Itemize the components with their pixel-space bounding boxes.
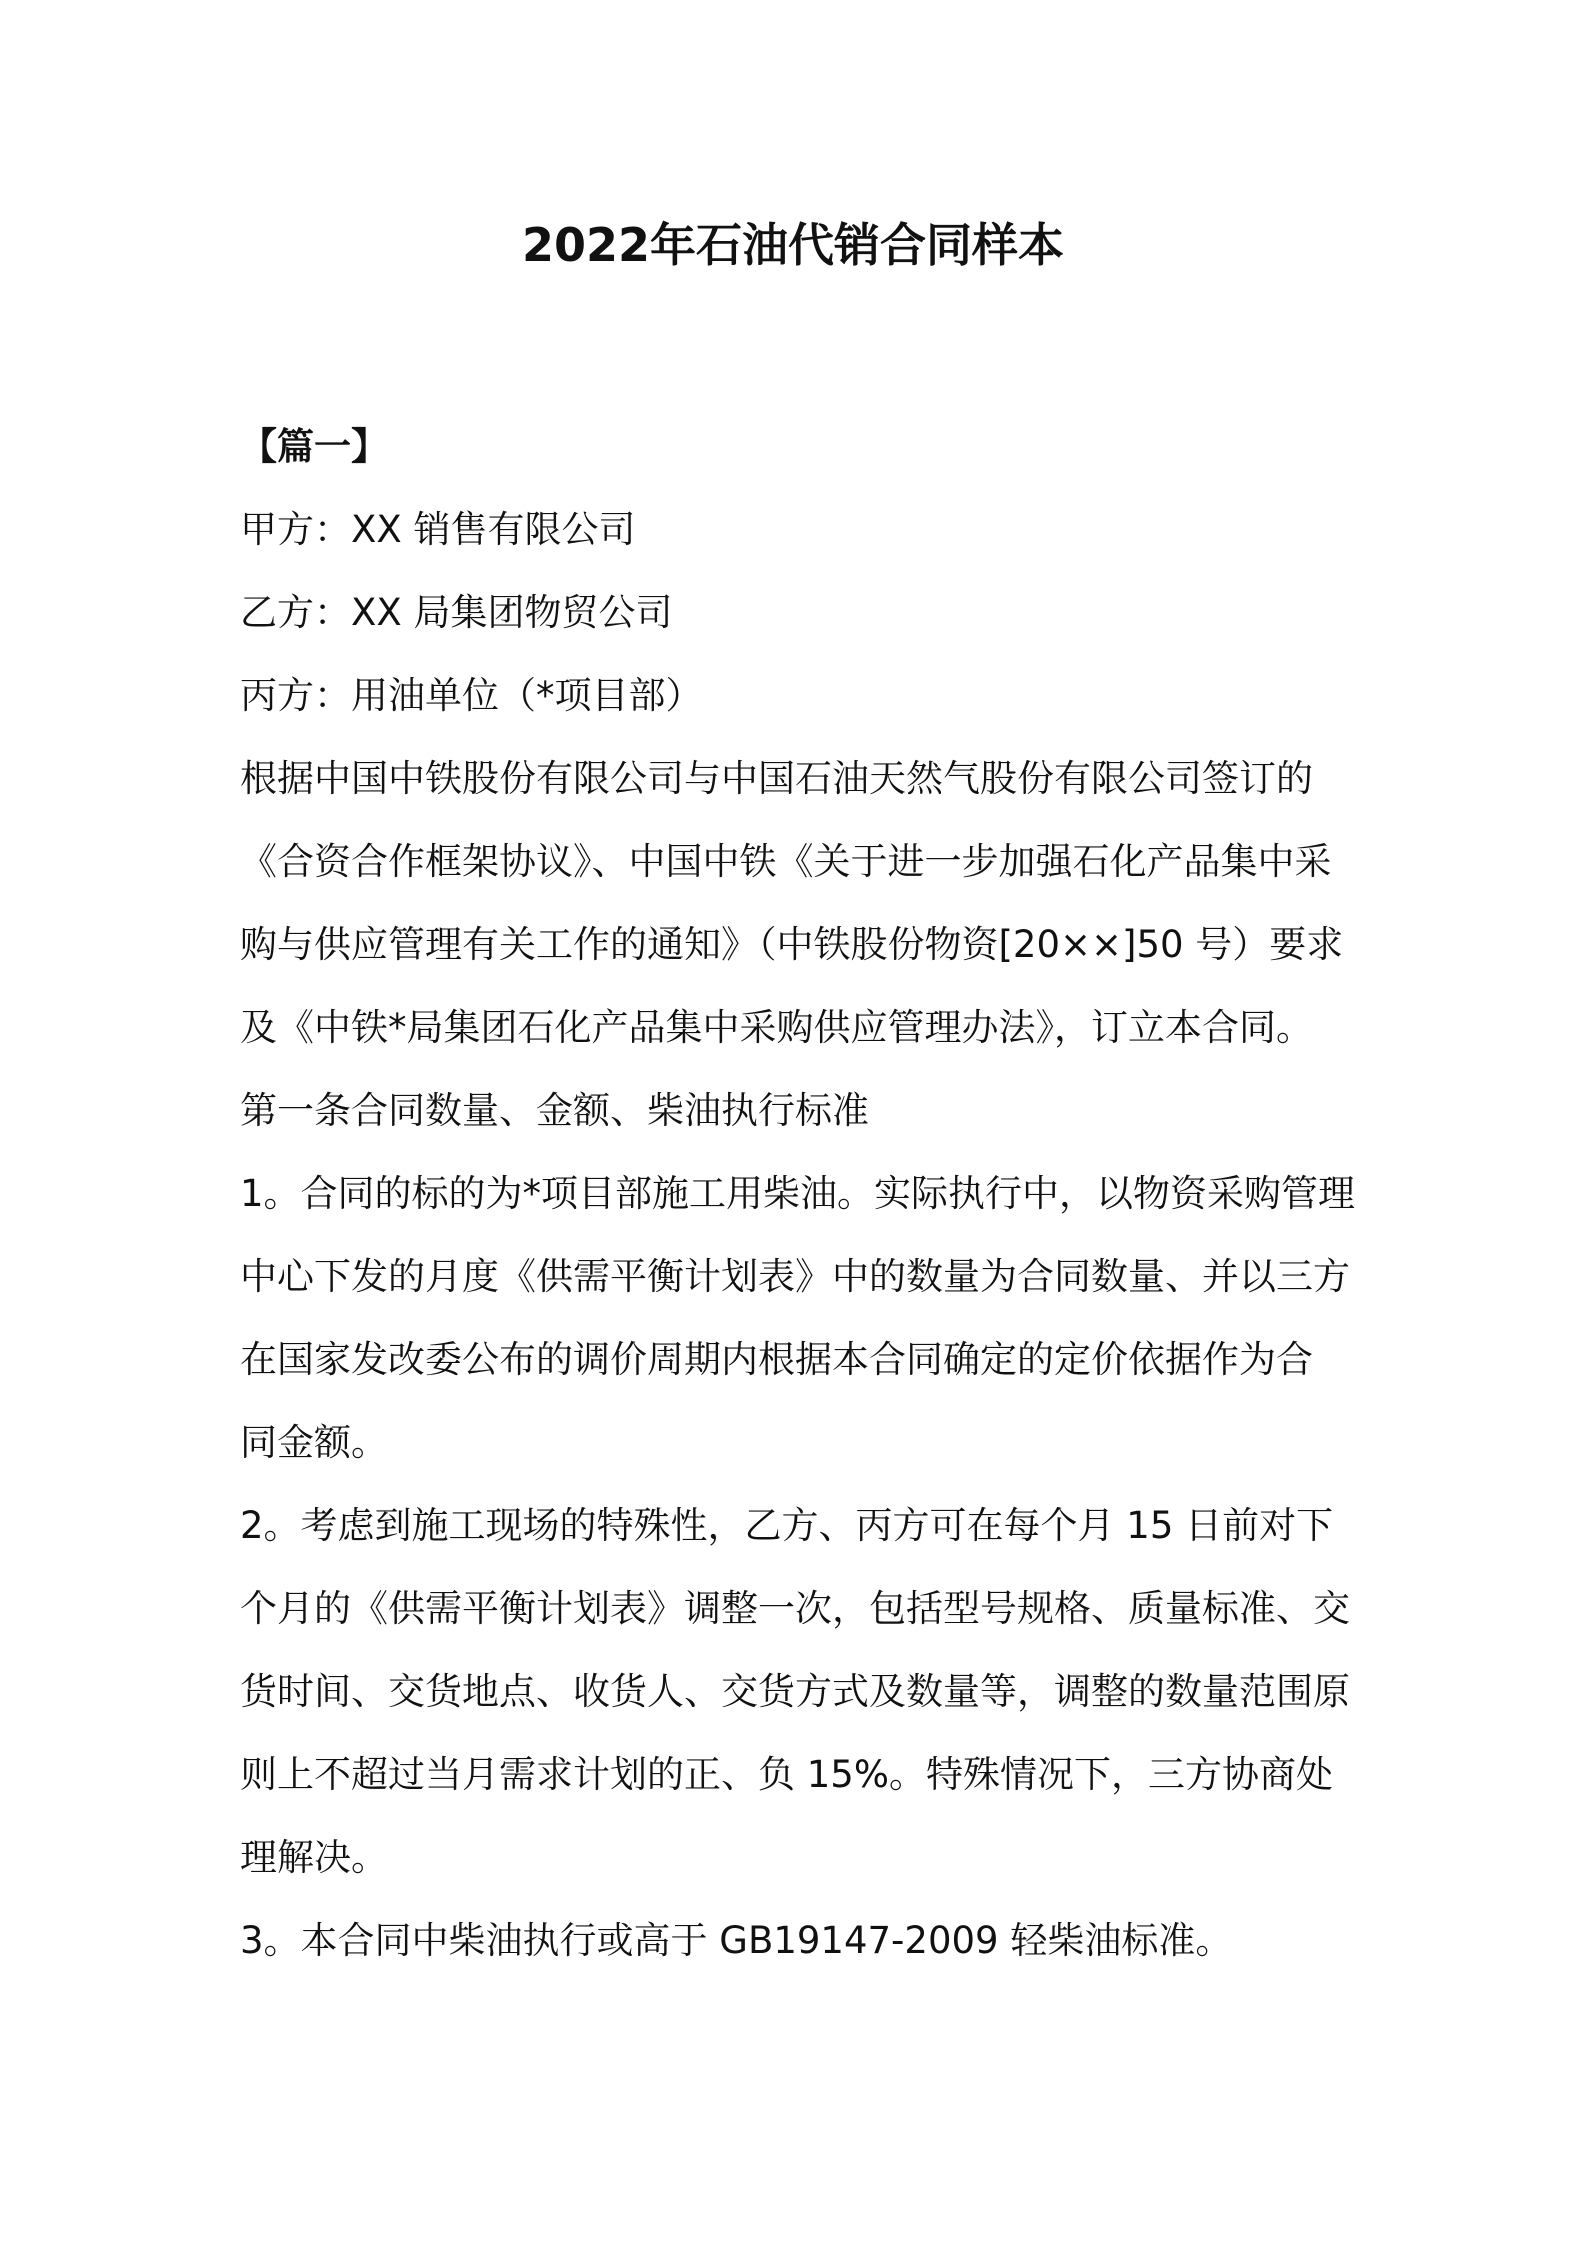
body-line: 《合资合作框架协议》、中国中铁《关于进一步加强石化产品集中采 — [240, 840, 1332, 883]
article-heading: 第一条合同数量、金额、柴油执行标准 — [240, 1089, 869, 1132]
body-line: 则上不超过当月需求计划的正、负 15%。特殊情况下，三方协商处 — [240, 1753, 1333, 1796]
body-line: 3。本合同中柴油执行或高于 GB19147-2009 轻柴油标准。 — [240, 1919, 1233, 1962]
body-line: 购与供应管理有关工作的通知》（中铁股份物资[20××]50 号）要求 — [240, 923, 1344, 966]
body-line: 1。合同的标的为*项目部施工用柴油。实际执行中，以物资采购管理 — [240, 1172, 1355, 1215]
party-c-line: 丙方：用油单位（*项目部） — [240, 674, 703, 717]
body-line: 根据中国中铁股份有限公司与中国石油天然气股份有限公司签订的 — [240, 757, 1313, 800]
body-line: 中心下发的月度《供需平衡计划表》中的数量为合同数量、并以三方 — [240, 1255, 1350, 1298]
body-line: 2。考虑到施工现场的特殊性，乙方、丙方可在每个月 15 日前对下 — [240, 1504, 1334, 1547]
document-title: 2022年石油代销合同样本 — [521, 218, 1065, 272]
body-line: 货时间、交货地点、收货人、交货方式及数量等，调整的数量范围原 — [240, 1670, 1350, 1713]
body-line: 及《中铁*局集团石化产品集中采购供应管理办法》，订立本合同。 — [240, 1006, 1313, 1049]
body-line: 个月的《供需平衡计划表》调整一次，包括型号规格、质量标准、交 — [240, 1587, 1350, 1630]
party-b-line: 乙方：XX 局集团物贸公司 — [240, 591, 673, 634]
body-line: 理解决。 — [240, 1836, 388, 1879]
body-line: 在国家发改委公布的调价周期内根据本合同确定的定价依据作为合 — [240, 1338, 1313, 1381]
party-a-line: 甲方：XX 销售有限公司 — [240, 508, 636, 551]
section-heading: 【篇一】 — [240, 425, 388, 468]
document-body — [240, 405, 1355, 1982]
body-line: 同金额。 — [240, 1421, 388, 1464]
